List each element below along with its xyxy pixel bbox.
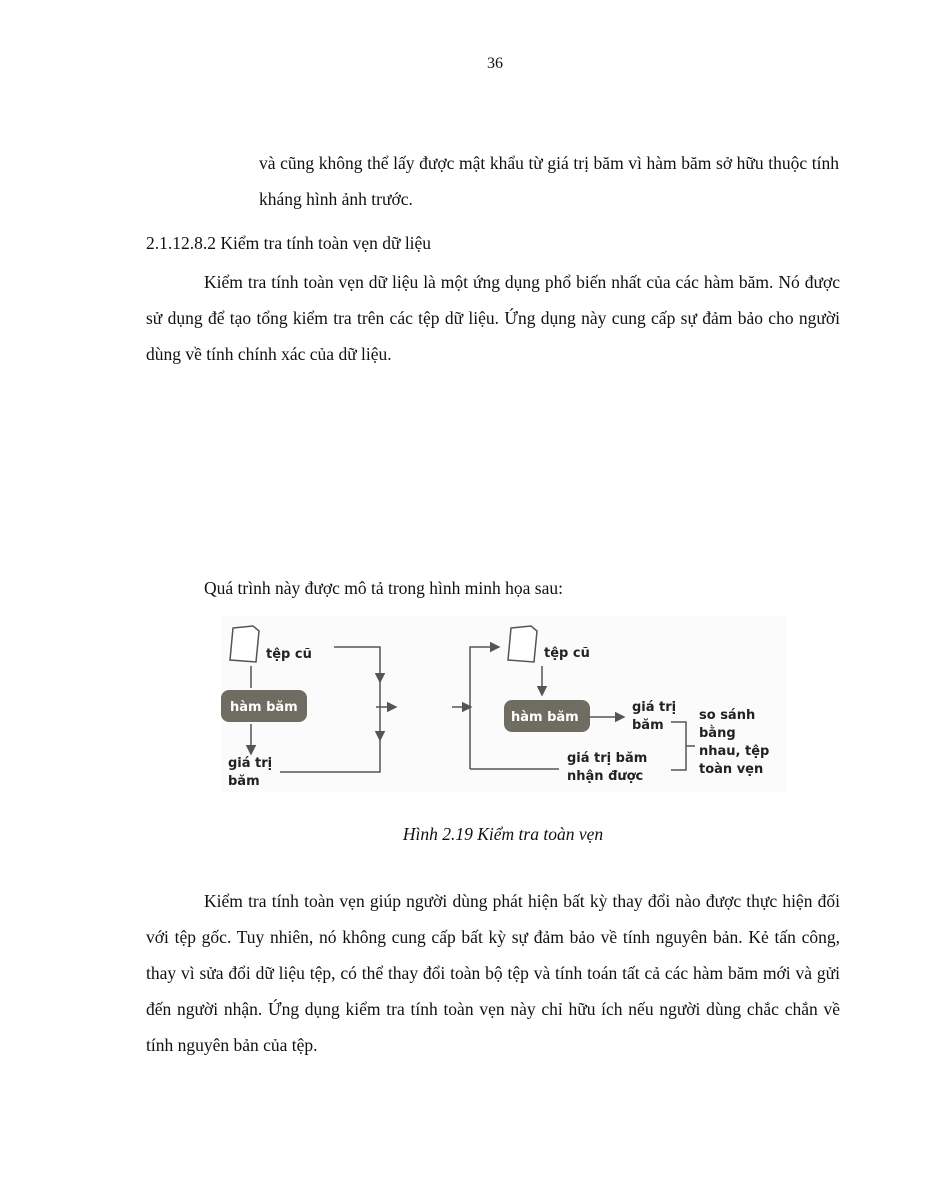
left-file-icon — [230, 626, 259, 662]
left-hash-value-line2: băm — [228, 774, 260, 789]
continuation-paragraph: và cũng không thể lấy được mật khẩu từ giá trị băm vì hàm băm sở hữu thuộc tính kháng hình ảnh trước. — [259, 153, 839, 209]
right-hash-value-line2: băm — [632, 718, 664, 733]
right-received-line1: giá trị băm — [567, 751, 648, 766]
figure-intro: Quá trình này được mô tả trong hình minh họa sau: — [204, 578, 563, 598]
body-paragraph-2: Kiểm tra tính toàn vẹn giúp người dùng phát hiện bất kỳ thay đổi nào được thực hiện đối với tệp gốc. Tuy nhiên, nó không cung cấp bất kỳ sự đảm bảo về tính nguyên bản. Kẻ tấn công, thay vì sửa đổi dữ liệu tệp, có thể thay đổi toàn bộ tệp và tính toán tất cả các hàm băm mới và gửi đến người nhận. Ứng dụng kiểm tra tính toàn vẹn này chỉ hữu ích nếu người dùng chắc chắn về tính nguyên bản của tệp. — [146, 891, 840, 1055]
figure-caption: Hình 2.19 Kiểm tra toàn vẹn — [402, 824, 604, 844]
right-hash-value-line1: giá trị — [632, 700, 677, 715]
compare-line2: bằng — [699, 726, 736, 741]
left-hash-box-label: hàm băm — [230, 700, 298, 715]
right-loop-line — [470, 647, 499, 769]
right-file-icon — [508, 626, 537, 662]
section-heading: 2.1.12.8.2 Kiểm tra tính toàn vẹn dữ liệu — [146, 233, 432, 253]
right-received-line2: nhận được — [567, 769, 644, 784]
page-number: 36 — [487, 55, 503, 72]
integrity-check-diagram — [221, 616, 787, 792]
left-file-label: tệp cũ — [266, 647, 312, 662]
compare-line3: nhau, tệp — [699, 744, 770, 759]
compare-line4: toàn vẹn — [699, 762, 764, 777]
compare-bracket — [671, 722, 686, 770]
right-file-label: tệp cũ — [544, 646, 590, 661]
left-hash-box — [221, 690, 307, 722]
body-paragraph-1: Kiểm tra tính toàn vẹn dữ liệu là một ứng dụng phổ biến nhất của các hàm băm. Nó được sử dụng để tạo tổng kiểm tra trên các tệp dữ liệu. Ứng dụng này cung cấp sự đảm bảo cho người dùng về tính chính xác của dữ liệu. — [146, 272, 840, 364]
compare-line1: so sánh — [699, 708, 756, 723]
right-hash-box — [504, 700, 590, 732]
left-hash-value-line1: giá trị — [228, 756, 273, 771]
right-hash-box-label: hàm băm — [511, 710, 579, 725]
